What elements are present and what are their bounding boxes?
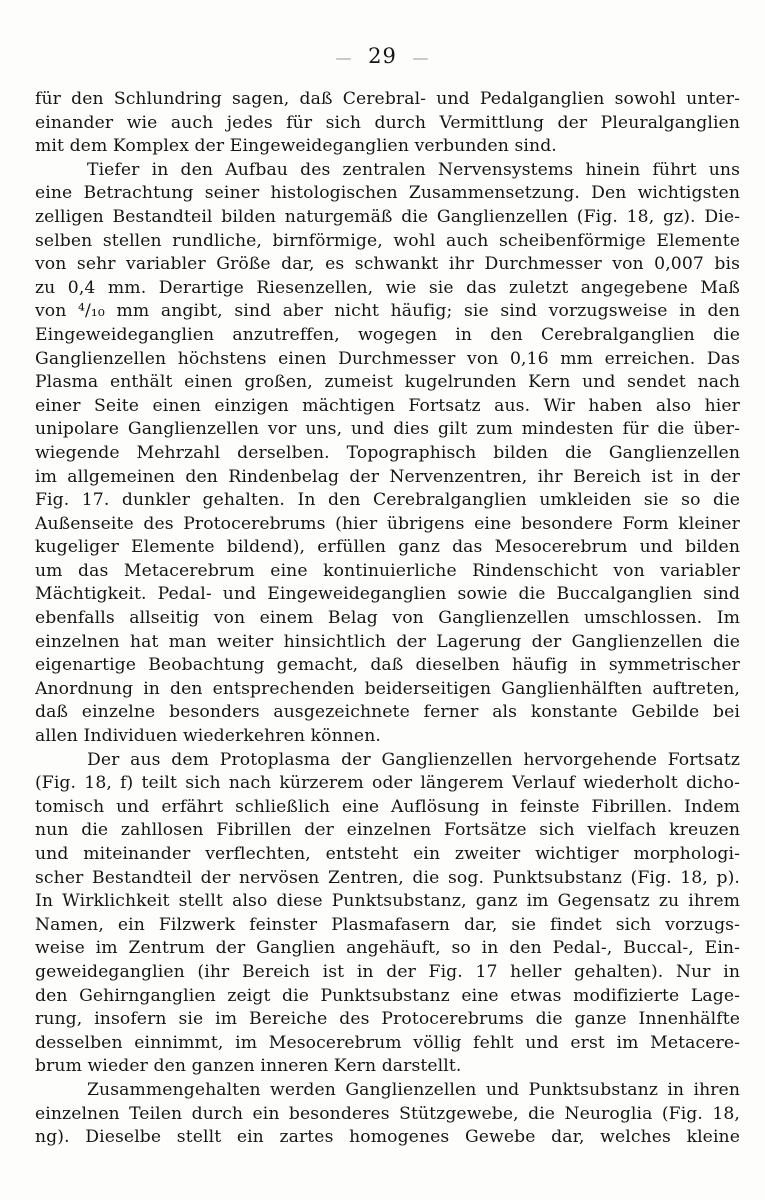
text-line: kugeliger Elemente bildend), erfüllen ganz das Mesocerebrum und bilden: [35, 537, 740, 558]
text-line: nun die zahllosen Fibrillen der einzelnen Fortsätze sich vielfach kreuzen: [35, 820, 740, 841]
text-line: unipolare Ganglienzellen vor uns, und dies gilt zum mindesten für die über-: [35, 419, 740, 440]
text-line: von ⁴/₁₀ mm angibt, sind aber nicht häufig; sie sind vorzugsweise in den: [35, 301, 740, 322]
text-line: Fig. 17. dunkler gehalten. In den Cerebralganglien umkleiden sie so die: [35, 490, 740, 511]
text-line: Ganglienzellen höchstens einen Durchmesser von 0,16 mm erreichen. Das: [35, 348, 740, 369]
header-dash-left: —: [335, 48, 353, 67]
text-line: Eingeweideganglien anzutreffen, wogegen in den Cerebralganglien die: [35, 324, 740, 345]
text-line: brum wieder den ganzen inneren Kern darstellt.: [35, 1056, 462, 1077]
text-line: eine Betrachtung seiner histologischen Zusammensetzung. Den wichtigsten: [35, 183, 740, 204]
text-line: ng). Dieselbe stellt ein zartes homogenes Gewebe dar, welches kleine: [35, 1127, 740, 1148]
text-line: einzelnen hat man weiter hinsichtlich der Lagerung der Ganglienzellen die: [35, 631, 740, 652]
text-line: geweideganglien (ihr Bereich ist in der Fig. 17 heller gehalten). Nur in: [35, 961, 740, 982]
text-line: um das Metacerebrum eine kontinuierliche Rindenschicht von variabler: [35, 560, 740, 581]
text-line: einander wie auch jedes für sich durch Vermittlung der Pleuralganglien: [35, 112, 740, 133]
text-line: eigenartige Beobachtung gemacht, daß dieselben häufig in symmetrischer: [35, 655, 740, 676]
text-line: Tiefer in den Aufbau des zentralen Nervensystems hinein führt uns: [87, 159, 740, 180]
text-line: im allgemeinen den Rindenbelag der Nervenzentren, ihr Bereich ist in der: [35, 466, 740, 487]
page-header: [0, 44, 765, 68]
header-dash-right: —: [412, 48, 430, 67]
body-text: [35, 88, 740, 1150]
text-line: Außenseite des Protocerebrums (hier übrigens eine besondere Form kleiner: [35, 513, 740, 534]
text-line: einer Seite einen einzigen mächtigen Fortsatz aus. Wir haben also hier: [35, 395, 740, 416]
text-line: rung, insofern sie im Bereiche des Protocerebrums die ganze Innenhälfte: [35, 1009, 740, 1030]
text-line: Namen, ein Filzwerk feinster Plasmafasern dar, sie findet sich vorzugs-: [35, 914, 740, 935]
text-line: (Fig. 18, f) teilt sich nach kürzerem oder längerem Verlauf wiederholt dicho-: [35, 773, 740, 794]
text-line: mit dem Komplex der Eingeweideganglien verbunden sind.: [35, 136, 557, 157]
text-line: tomisch und erfährt schließlich eine Auflösung in feinste Fibrillen. Indem: [35, 796, 740, 817]
text-line: den Gehirnganglien zeigt die Punktsubstanz eine etwas modifizierte Lage-: [35, 985, 740, 1006]
text-line: selben stellen rundliche, birnförmige, wohl auch scheibenförmige Elemente: [35, 230, 740, 251]
text-line: Der aus dem Protoplasma der Ganglienzellen hervorgehende Fortsatz: [87, 749, 740, 770]
text-line: zu 0,4 mm. Derartige Riesenzellen, wie sie das zuletzt angegebene Maß: [35, 277, 740, 298]
text-line: einzelnen Teilen durch ein besonderes Stützgewebe, die Neuroglia (Fig. 18,: [35, 1103, 740, 1124]
text-line: zelligen Bestandteil bilden naturgemäß die Ganglienzellen (Fig. 18, gz). Die-: [35, 206, 740, 227]
text-line: weise im Zentrum der Ganglien angehäuft, so in den Pedal-, Buccal-, Ein-: [35, 938, 740, 959]
text-line: wiegende Mehrzahl derselben. Topographisch bilden die Ganglienzellen: [35, 442, 740, 463]
text-line: daß einzelne besonders ausgezeichnete ferner als konstante Gebilde bei: [35, 702, 740, 723]
text-line: Zusammengehalten werden Ganglienzellen und Punktsubstanz in ihren: [87, 1079, 740, 1100]
text-line: scher Bestandteil der nervösen Zentren, die sog. Punktsubstanz (Fig. 18, p).: [35, 867, 740, 888]
text-line: desselben einnimmt, im Mesocerebrum völlig fehlt und erst im Metacere-: [35, 1032, 740, 1053]
text-line: allen Individuen wiederkehren können.: [35, 726, 381, 747]
page-number: 29: [368, 44, 397, 68]
text-line: Anordnung in den entsprechenden beiderseitigen Ganglienhälften auftreten,: [35, 678, 740, 699]
text-line: In Wirklichkeit stellt also diese Punktsubstanz, ganz im Gegensatz zu ihrem: [35, 891, 740, 912]
text-line: ebenfalls allseitig von einem Belag von Ganglienzellen umschlossen. Im: [35, 608, 740, 629]
text-line: für den Schlundring sagen, daß Cerebral- und Pedalganglien sowohl unter-: [35, 89, 740, 109]
text-line: und miteinander verflechten, entsteht ein zweiter wichtiger morphologi-: [35, 844, 740, 864]
text-line: Mächtigkeit. Pedal- und Eingeweideganglien sowie die Buccalganglien sind: [35, 584, 740, 605]
text-line: von sehr variabler Größe dar, es schwankt ihr Durchmesser von 0,007 bis: [35, 254, 740, 275]
text-line: Plasma enthält einen großen, zumeist kugelrunden Kern und sendet nach: [35, 372, 740, 393]
